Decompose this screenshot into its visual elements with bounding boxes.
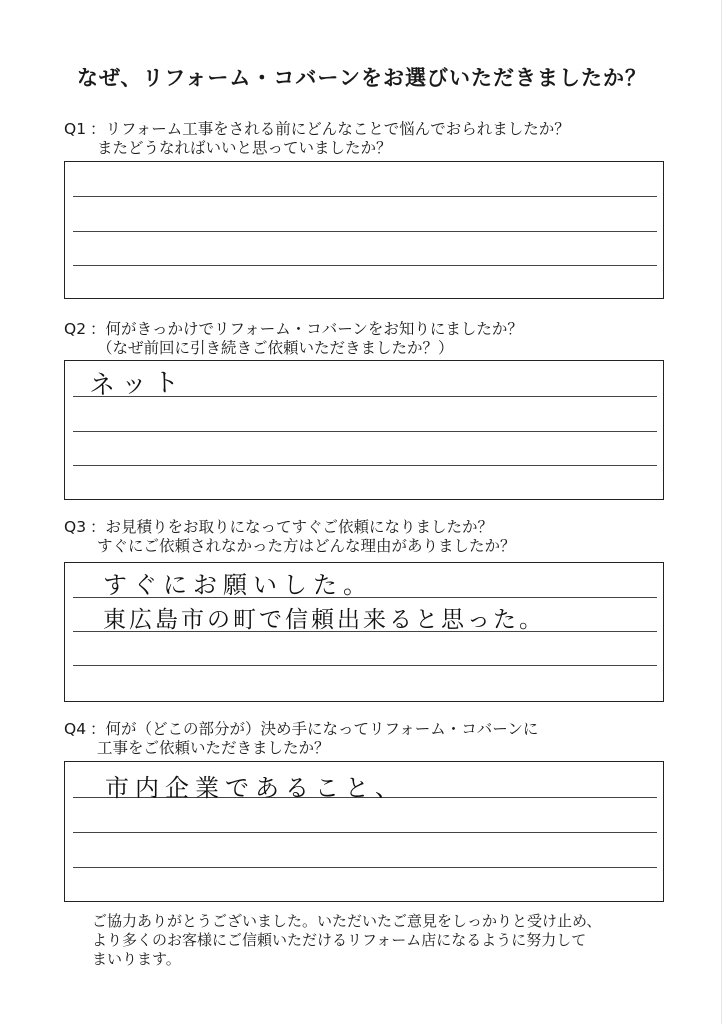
question-2-line-1: [64, 320, 523, 339]
question-1-number: Q1: [64, 120, 87, 138]
answer-box-4[interactable]: [64, 761, 664, 902]
answer-box-3[interactable]: [64, 562, 664, 702]
ruled-line: [73, 465, 657, 466]
ruled-line: [73, 231, 657, 232]
ruled-line: [73, 832, 657, 833]
question-2-text: ：何がきっかけでリフォーム・コバーンをお知りにましたか？: [90, 320, 523, 338]
ruled-line: [73, 867, 657, 868]
question-4-line-2: 工事をご依頼いただきましたか？: [97, 739, 330, 757]
closing-message-line-2: より多くのお客様にご信頼いただけるリフォーム店になるように努力して: [92, 931, 587, 949]
question-1-line-1: [64, 120, 570, 139]
question-3-number: Q3: [64, 518, 87, 536]
question-4-line-1: [64, 720, 538, 739]
question-2-line-2: （なぜ前回に引き続きご依頼いただきましたか？）: [97, 339, 454, 357]
scan-edge: [721, 0, 722, 1024]
ruled-line: [73, 196, 657, 197]
question-4-number: Q4: [64, 720, 87, 738]
answer-box-2[interactable]: [64, 360, 664, 500]
handwritten-answer-3-line-2: 東広島市の町で信頼出来ると思った。: [103, 607, 545, 633]
question-1-text: ：リフォーム工事をされる前にどんなことで悩んでおられましたか？: [90, 120, 570, 138]
question-1-line-2: またどうなればいいと思っていましたか？: [97, 139, 392, 157]
ruled-line: [73, 665, 657, 666]
ruled-line: [73, 431, 657, 432]
answer-box-1[interactable]: [64, 161, 664, 299]
question-3-line-2: すぐにご依頼されなかった方はどんな理由がありましたか？: [97, 537, 516, 555]
closing-message-line-1: ご協力ありがとうございました。いただいたご意見をしっかりと受け止め、: [92, 912, 602, 930]
question-3-line-1: [64, 518, 516, 537]
handwritten-answer-2-line-1: ネット: [88, 367, 186, 401]
ruled-line: [73, 265, 657, 266]
question-1: [64, 120, 570, 158]
handwritten-answer-3-line-1: すぐにお願いした。: [103, 571, 373, 599]
closing-message-line-3: まいります。: [92, 950, 181, 968]
question-4-text: ：何が（どこの部分が）決め手になってリフォーム・コバーンに: [90, 720, 539, 738]
closing-message: [92, 912, 601, 969]
handwritten-answer-4-line-1: 市内企業であること、: [105, 774, 405, 802]
question-4: [64, 720, 538, 758]
question-3-text: ：お見積りをお取りになってすぐご依頼になりましたか？: [90, 518, 494, 536]
page-title: なぜ、リフォーム・コバーンをお選びいただきましたか？: [77, 66, 647, 90]
question-2: [64, 320, 523, 358]
question-3: [64, 518, 516, 556]
question-2-number: Q2: [64, 320, 87, 338]
